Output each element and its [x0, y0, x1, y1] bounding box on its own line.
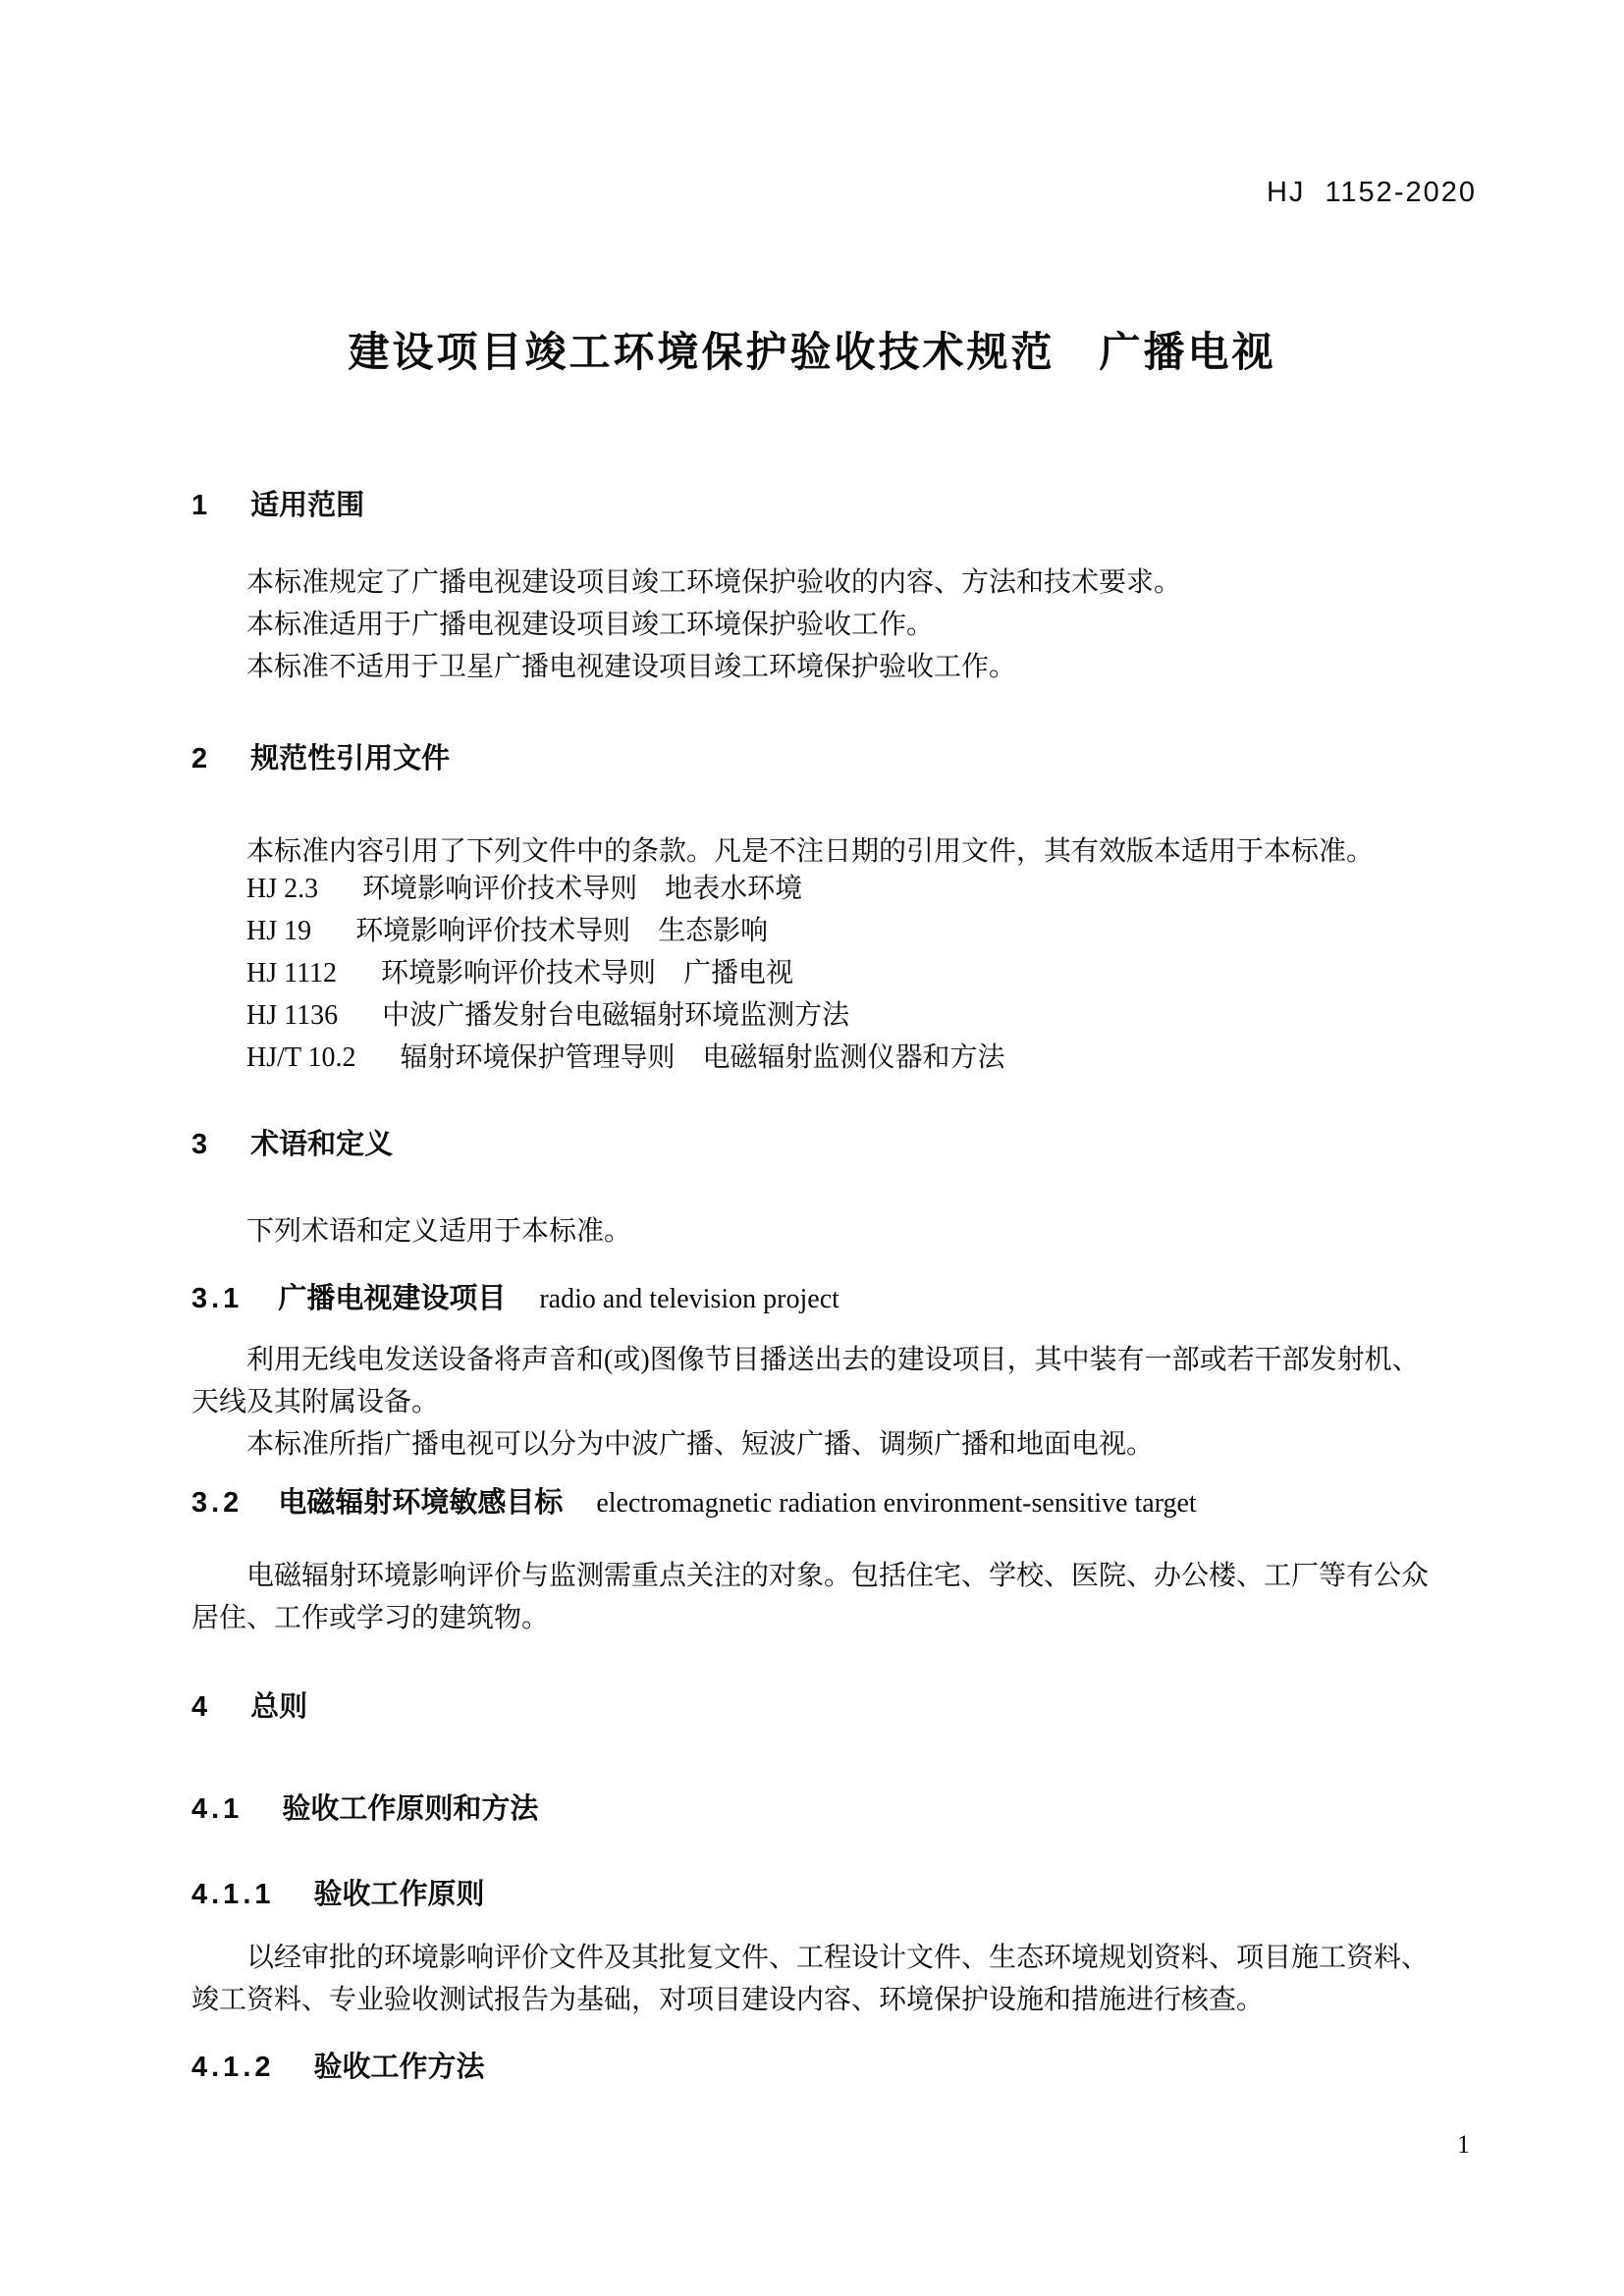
section-2-intro	[191, 830, 1436, 873]
subsection-4-1-title: 验收工作原则和方法	[282, 1793, 539, 1825]
term-3-2-number: 3.2	[191, 1487, 244, 1519]
doc-number: HJ 1152-2020	[1266, 177, 1477, 208]
reference-item	[191, 1037, 1436, 1079]
term-3-2-name-en: electromagnetic radiation environment-sensitive target	[596, 1488, 1197, 1519]
term-3-1-number: 3.1	[191, 1283, 244, 1314]
subsection-4-1-2-heading	[191, 2045, 485, 2085]
subsection-4-1-1-title: 验收工作原则	[313, 1879, 485, 1910]
paragraph: 下列术语和定义适用于本标准。	[246, 1216, 632, 1247]
reference-code: HJ 2.3	[246, 874, 319, 904]
references-list	[191, 868, 1436, 1079]
reference-code: HJ/T 10.2	[246, 1042, 356, 1073]
section-2-title: 规范性引用文件	[250, 743, 451, 774]
section-1-title: 适用范围	[250, 490, 365, 521]
section-1-heading	[191, 483, 364, 523]
reference-code: HJ 1112	[246, 958, 338, 988]
reference-item	[191, 994, 1436, 1037]
page-number: 1	[1457, 2130, 1470, 2159]
section-2-heading	[191, 736, 450, 776]
reference-item	[191, 910, 1436, 952]
subsection-4-1-2-number: 4.1.2	[191, 2052, 275, 2083]
subsection-4-1-1-number: 4.1.1	[191, 1879, 275, 1910]
term-3-1-name-en: radio and television project	[539, 1284, 839, 1314]
section-3-number: 3	[191, 1129, 212, 1160]
section-1-number: 1	[191, 490, 212, 521]
reference-title: 中波广播发射台电磁辐射环境监测方法	[382, 1000, 850, 1031]
section-3-heading	[191, 1122, 393, 1162]
subsection-4-1-1-heading	[191, 1872, 485, 1912]
reference-code: HJ 1136	[246, 1000, 339, 1031]
subsection-4-1-heading	[191, 1787, 538, 1827]
reference-title: 辐射环境保护管理导则 电磁辐射监测仪器和方法	[400, 1042, 1005, 1073]
paragraph: 本标准不适用于卫星广播电视建设项目竣工环境保护验收工作。	[246, 652, 1017, 682]
subsection-4-1-2-title: 验收工作方法	[313, 2052, 485, 2083]
reference-title: 环境影响评价技术导则 生态影响	[355, 916, 769, 946]
term-3-2-name-cn: 电磁辐射环境敏感目标	[278, 1487, 564, 1519]
term-3-2-definition	[191, 1555, 1436, 1639]
paragraph: 本标准规定了广播电视建设项目竣工环境保护验收的内容、方法和技术要求。	[246, 567, 1182, 598]
reference-code: HJ 19	[246, 916, 312, 946]
section-1-body	[191, 561, 1436, 688]
subsection-4-1-number: 4.1	[191, 1793, 244, 1825]
paragraph: 电磁辐射环境影响评价与监测需重点关注的对象。包括住宅、学校、医院、办公楼、工厂等有公众居住、工作或学习的建筑物。	[191, 1561, 1430, 1633]
section-4-heading	[191, 1684, 307, 1725]
section-2-number: 2	[191, 743, 212, 774]
paragraph: 利用无线电发送设备将声音和(或)图像节目播送出去的建设项目，其中装有一部或若干部发射机、天线及其附属设备。	[191, 1345, 1420, 1417]
section-3-title: 术语和定义	[250, 1129, 394, 1160]
paragraph: 本标准内容引用了下列文件中的条款。凡是不注日期的引用文件，其有效版本适用于本标准。	[246, 836, 1375, 867]
reference-title: 环境影响评价技术导则 广播电视	[381, 958, 794, 988]
section-4-title: 总则	[250, 1691, 308, 1723]
term-3-1-note	[191, 1423, 1436, 1466]
term-3-1-heading	[191, 1276, 839, 1316]
reference-item	[191, 868, 1436, 910]
section-4-number: 4	[191, 1691, 212, 1723]
doc-title: 建设项目竣工环境保护验收技术规范 广播电视	[348, 329, 1276, 375]
subsection-4-1-1-body	[191, 1937, 1436, 2021]
paragraph: 本标准适用于广播电视建设项目竣工环境保护验收工作。	[246, 610, 935, 640]
section-3-intro	[191, 1210, 1436, 1253]
term-3-2-heading	[191, 1480, 1197, 1521]
paragraph: 以经审批的环境影响评价文件及其批复文件、工程设计文件、生态环境规划资料、项目施工资料、竣工资料、专业验收测试报告为基础，对项目建设内容、环境保护设施和措施进行核查。	[191, 1943, 1430, 2015]
reference-item	[191, 952, 1436, 994]
term-3-1-definition	[191, 1339, 1436, 1423]
paragraph: 本标准所指广播电视可以分为中波广播、短波广播、调频广播和地面电视。	[246, 1429, 1155, 1460]
reference-title: 环境影响评价技术导则 地表水环境	[362, 874, 803, 904]
term-3-1-name-cn: 广播电视建设项目	[278, 1283, 507, 1314]
